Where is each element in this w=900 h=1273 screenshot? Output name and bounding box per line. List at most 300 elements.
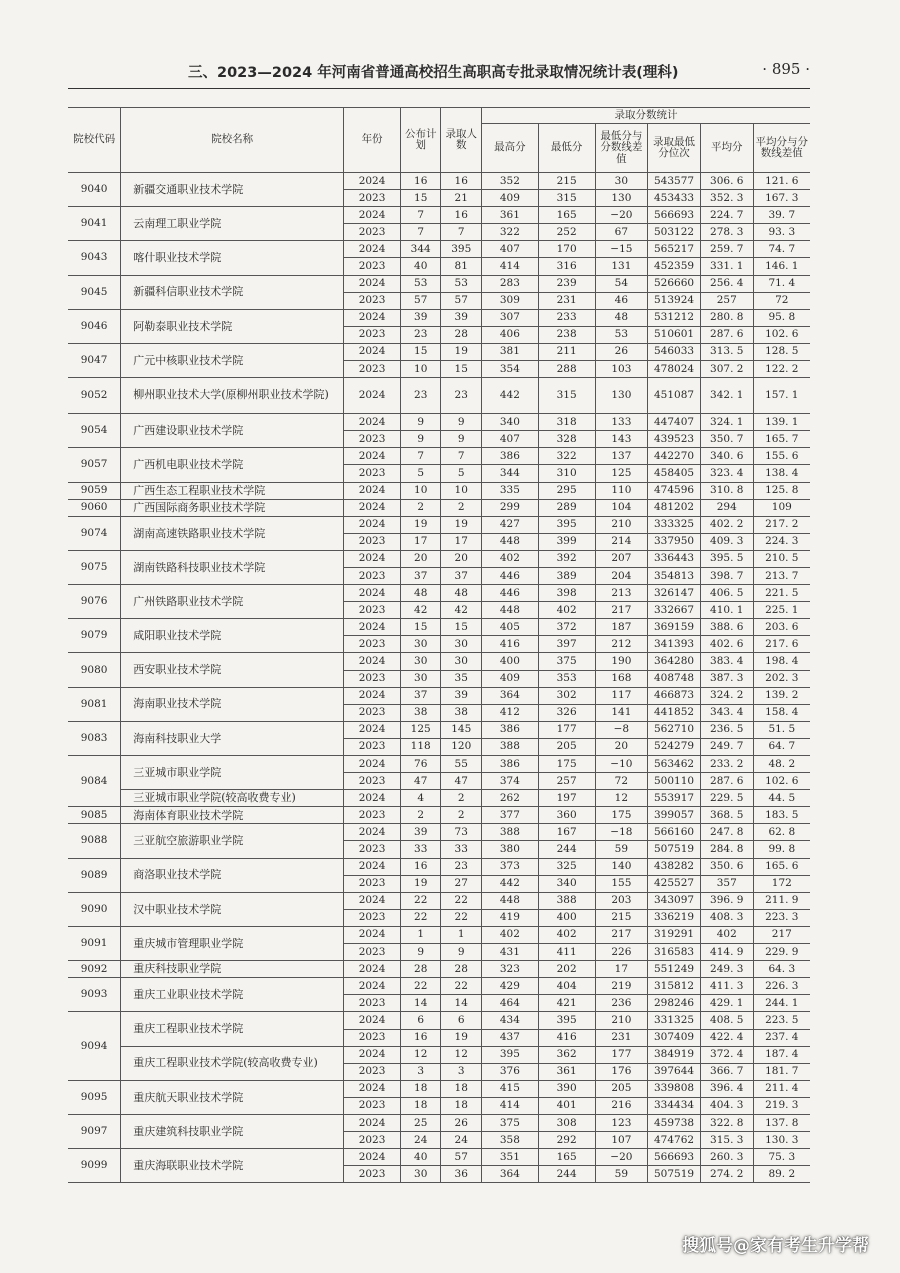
year-cell: 2024 bbox=[344, 858, 401, 875]
table-row bbox=[68, 824, 810, 841]
plan-cell: 76 bbox=[400, 756, 441, 773]
min-diff-cell: 204 bbox=[595, 567, 648, 584]
max-score-cell: 448 bbox=[482, 602, 539, 619]
min-diff-cell: 205 bbox=[595, 1080, 648, 1097]
min-diff-cell: 219 bbox=[595, 978, 648, 995]
year-cell: 2024 bbox=[344, 414, 401, 431]
min-diff-cell: 212 bbox=[595, 636, 648, 653]
avg-score-cell: 368. 5 bbox=[700, 807, 753, 824]
school-name: 重庆科技职业学院 bbox=[121, 961, 344, 978]
avg-diff-cell: 229. 9 bbox=[753, 944, 810, 961]
admitted-cell: 9 bbox=[441, 431, 482, 448]
max-score-cell: 386 bbox=[482, 721, 539, 738]
avg-diff-cell: 121. 6 bbox=[753, 173, 810, 190]
school-code: 9079 bbox=[68, 619, 121, 653]
admitted-cell: 3 bbox=[441, 1063, 482, 1080]
max-score-cell: 406 bbox=[482, 326, 539, 343]
avg-score-cell: 404. 3 bbox=[700, 1097, 753, 1114]
min-rank-cell: 524279 bbox=[648, 738, 701, 755]
admitted-cell: 9 bbox=[441, 414, 482, 431]
min-diff-cell: 236 bbox=[595, 995, 648, 1012]
school-code: 9057 bbox=[68, 448, 121, 482]
avg-diff-cell: 125. 8 bbox=[753, 482, 810, 499]
school-name: 湖南铁路科技职业技术学院 bbox=[121, 550, 344, 584]
avg-score-cell: 350. 6 bbox=[700, 858, 753, 875]
min-rank-cell: 425527 bbox=[648, 875, 701, 892]
plan-cell: 47 bbox=[400, 773, 441, 790]
plan-cell: 20 bbox=[400, 550, 441, 567]
avg-diff-cell: 183. 5 bbox=[753, 807, 810, 824]
min-score-cell: 175 bbox=[538, 756, 595, 773]
min-score-cell: 289 bbox=[538, 499, 595, 516]
max-score-cell: 400 bbox=[482, 653, 539, 670]
school-code: 9059 bbox=[68, 482, 121, 499]
year-cell: 2024 bbox=[344, 482, 401, 499]
avg-score-cell: 306. 6 bbox=[700, 173, 753, 190]
avg-diff-cell: 99. 8 bbox=[753, 841, 810, 858]
avg-diff-cell: 181. 7 bbox=[753, 1063, 810, 1080]
avg-diff-cell: 226. 3 bbox=[753, 978, 810, 995]
plan-cell: 30 bbox=[400, 636, 441, 653]
min-score-cell: 395 bbox=[538, 1012, 595, 1029]
school-code: 9091 bbox=[68, 926, 121, 960]
max-score-cell: 431 bbox=[482, 944, 539, 961]
year-cell: 2023 bbox=[344, 875, 401, 892]
year-cell: 2024 bbox=[344, 721, 401, 738]
school-code: 9094 bbox=[68, 1012, 121, 1080]
avg-score-cell: 284. 8 bbox=[700, 841, 753, 858]
avg-score-cell: 256. 4 bbox=[700, 275, 753, 292]
plan-cell: 33 bbox=[400, 841, 441, 858]
admitted-cell: 120 bbox=[441, 738, 482, 755]
min-rank-cell: 339808 bbox=[648, 1080, 701, 1097]
year-cell: 2024 bbox=[344, 1012, 401, 1029]
max-score-cell: 388 bbox=[482, 738, 539, 755]
plan-cell: 40 bbox=[400, 1149, 441, 1166]
min-diff-cell: 46 bbox=[595, 292, 648, 309]
min-rank-cell: 503122 bbox=[648, 224, 701, 241]
min-rank-cell: 447407 bbox=[648, 414, 701, 431]
min-diff-cell: 67 bbox=[595, 224, 648, 241]
max-score-cell: 364 bbox=[482, 687, 539, 704]
plan-cell: 22 bbox=[400, 909, 441, 926]
admitted-cell: 36 bbox=[441, 1166, 482, 1183]
min-diff-cell: 123 bbox=[595, 1114, 648, 1131]
min-diff-cell: 155 bbox=[595, 875, 648, 892]
max-score-cell: 322 bbox=[482, 224, 539, 241]
plan-cell: 12 bbox=[400, 1046, 441, 1063]
admission-table bbox=[68, 107, 810, 1183]
min-diff-cell: 59 bbox=[595, 1166, 648, 1183]
avg-score-cell: 280. 8 bbox=[700, 309, 753, 326]
avg-diff-cell: 223. 3 bbox=[753, 909, 810, 926]
min-score-cell: 361 bbox=[538, 1063, 595, 1080]
min-score-cell: 202 bbox=[538, 961, 595, 978]
school-name: 重庆建筑科技职业学院 bbox=[121, 1114, 344, 1148]
min-score-cell: 308 bbox=[538, 1114, 595, 1131]
min-rank-cell: 562710 bbox=[648, 721, 701, 738]
max-score-cell: 416 bbox=[482, 636, 539, 653]
year-cell: 2023 bbox=[344, 602, 401, 619]
min-score-cell: 318 bbox=[538, 414, 595, 431]
header-min-diff: 最低分与分数线差值 bbox=[595, 124, 648, 173]
admitted-cell: 19 bbox=[441, 1029, 482, 1046]
avg-score-cell: 422. 4 bbox=[700, 1029, 753, 1046]
avg-score-cell: 357 bbox=[700, 875, 753, 892]
avg-diff-cell: 224. 3 bbox=[753, 533, 810, 550]
plan-cell: 19 bbox=[400, 875, 441, 892]
plan-cell: 18 bbox=[400, 1080, 441, 1097]
min-diff-cell: 125 bbox=[595, 465, 648, 482]
plan-cell: 14 bbox=[400, 995, 441, 1012]
admitted-cell: 15 bbox=[441, 361, 482, 378]
min-diff-cell: −10 bbox=[595, 756, 648, 773]
avg-diff-cell: 211. 9 bbox=[753, 892, 810, 909]
plan-cell: 16 bbox=[400, 858, 441, 875]
plan-cell: 7 bbox=[400, 448, 441, 465]
plan-cell: 48 bbox=[400, 585, 441, 602]
table-row bbox=[68, 687, 810, 704]
plan-cell: 17 bbox=[400, 533, 441, 550]
min-diff-cell: −20 bbox=[595, 1149, 648, 1166]
min-rank-cell: 531212 bbox=[648, 309, 701, 326]
avg-diff-cell: 72 bbox=[753, 292, 810, 309]
avg-score-cell: 322. 8 bbox=[700, 1114, 753, 1131]
avg-diff-cell: 187. 4 bbox=[753, 1046, 810, 1063]
school-name: 湖南高速铁路职业技术学院 bbox=[121, 516, 344, 550]
avg-diff-cell: 157. 1 bbox=[753, 378, 810, 414]
school-code: 9041 bbox=[68, 207, 121, 241]
min-diff-cell: −15 bbox=[595, 241, 648, 258]
plan-cell: 9 bbox=[400, 944, 441, 961]
min-rank-cell: 500110 bbox=[648, 773, 701, 790]
min-score-cell: 315 bbox=[538, 378, 595, 414]
min-score-cell: 421 bbox=[538, 995, 595, 1012]
max-score-cell: 395 bbox=[482, 1046, 539, 1063]
table-row bbox=[68, 207, 810, 224]
min-rank-cell: 553917 bbox=[648, 790, 701, 807]
avg-diff-cell: 203. 6 bbox=[753, 619, 810, 636]
header-min: 最低分 bbox=[538, 124, 595, 173]
avg-diff-cell: 51. 5 bbox=[753, 721, 810, 738]
min-rank-cell: 364280 bbox=[648, 653, 701, 670]
school-name: 广西生态工程职业技术学院 bbox=[121, 482, 344, 499]
admitted-cell: 6 bbox=[441, 1012, 482, 1029]
admitted-cell: 53 bbox=[441, 275, 482, 292]
year-cell: 2024 bbox=[344, 892, 401, 909]
plan-cell: 15 bbox=[400, 343, 441, 360]
avg-score-cell: 294 bbox=[700, 499, 753, 516]
header-plan: 公布计划 bbox=[400, 108, 441, 173]
avg-score-cell: 408. 5 bbox=[700, 1012, 753, 1029]
max-score-cell: 437 bbox=[482, 1029, 539, 1046]
avg-diff-cell: 139. 1 bbox=[753, 414, 810, 431]
school-name: 喀什职业技术学院 bbox=[121, 241, 344, 275]
admitted-cell: 19 bbox=[441, 516, 482, 533]
year-cell: 2024 bbox=[344, 275, 401, 292]
avg-diff-cell: 48. 2 bbox=[753, 756, 810, 773]
table-row bbox=[68, 721, 810, 738]
avg-score-cell: 429. 1 bbox=[700, 995, 753, 1012]
school-code: 9076 bbox=[68, 585, 121, 619]
table-row bbox=[68, 653, 810, 670]
avg-score-cell: 352. 3 bbox=[700, 190, 753, 207]
min-diff-cell: 130 bbox=[595, 378, 648, 414]
watermark: 搜狐号@家有考生升学帮 bbox=[682, 1236, 869, 1256]
avg-score-cell: 278. 3 bbox=[700, 224, 753, 241]
min-score-cell: 353 bbox=[538, 670, 595, 687]
admitted-cell: 24 bbox=[441, 1132, 482, 1149]
table-row bbox=[68, 343, 810, 360]
year-cell: 2023 bbox=[344, 944, 401, 961]
school-name: 海南体育职业技术学院 bbox=[121, 807, 344, 824]
min-rank-cell: 319291 bbox=[648, 926, 701, 943]
min-diff-cell: 214 bbox=[595, 533, 648, 550]
school-name: 重庆工业职业技术学院 bbox=[121, 978, 344, 1012]
table-row bbox=[68, 1012, 810, 1029]
year-cell: 2024 bbox=[344, 241, 401, 258]
min-diff-cell: 59 bbox=[595, 841, 648, 858]
plan-cell: 10 bbox=[400, 361, 441, 378]
school-name: 广元中核职业技术学院 bbox=[121, 343, 344, 377]
year-cell: 2024 bbox=[344, 448, 401, 465]
table-row bbox=[68, 790, 810, 807]
plan-cell: 28 bbox=[400, 961, 441, 978]
max-score-cell: 402 bbox=[482, 550, 539, 567]
max-score-cell: 386 bbox=[482, 756, 539, 773]
avg-score-cell: 259. 7 bbox=[700, 241, 753, 258]
admitted-cell: 9 bbox=[441, 944, 482, 961]
year-cell: 2024 bbox=[344, 499, 401, 516]
table-row bbox=[68, 858, 810, 875]
min-diff-cell: 20 bbox=[595, 738, 648, 755]
school-code: 9084 bbox=[68, 756, 121, 807]
min-diff-cell: 216 bbox=[595, 1097, 648, 1114]
table-row bbox=[68, 482, 810, 499]
max-score-cell: 407 bbox=[482, 241, 539, 258]
min-diff-cell: −8 bbox=[595, 721, 648, 738]
min-diff-cell: 141 bbox=[595, 704, 648, 721]
year-cell: 2024 bbox=[344, 550, 401, 567]
min-rank-cell: 466873 bbox=[648, 687, 701, 704]
admitted-cell: 14 bbox=[441, 995, 482, 1012]
avg-score-cell: 324. 1 bbox=[700, 414, 753, 431]
avg-score-cell: 233. 2 bbox=[700, 756, 753, 773]
admitted-cell: 18 bbox=[441, 1097, 482, 1114]
admitted-cell: 81 bbox=[441, 258, 482, 275]
plan-cell: 16 bbox=[400, 1029, 441, 1046]
plan-cell: 24 bbox=[400, 1132, 441, 1149]
school-code: 9080 bbox=[68, 653, 121, 687]
page-title: 三、2023—2024 年河南省普通高校招生高职高专批录取情况统计表(理科) bbox=[188, 65, 679, 81]
min-score-cell: 244 bbox=[538, 1166, 595, 1183]
avg-diff-cell: 237. 4 bbox=[753, 1029, 810, 1046]
table-row bbox=[68, 892, 810, 909]
min-score-cell: 165 bbox=[538, 1149, 595, 1166]
avg-diff-cell: 39. 7 bbox=[753, 207, 810, 224]
admitted-cell: 30 bbox=[441, 653, 482, 670]
avg-diff-cell: 225. 1 bbox=[753, 602, 810, 619]
min-diff-cell: 217 bbox=[595, 926, 648, 943]
min-rank-cell: 399057 bbox=[648, 807, 701, 824]
avg-diff-cell: 93. 3 bbox=[753, 224, 810, 241]
admitted-cell: 42 bbox=[441, 602, 482, 619]
avg-score-cell: 313. 5 bbox=[700, 343, 753, 360]
min-rank-cell: 341393 bbox=[648, 636, 701, 653]
min-score-cell: 252 bbox=[538, 224, 595, 241]
year-cell: 2023 bbox=[344, 292, 401, 309]
year-cell: 2023 bbox=[344, 465, 401, 482]
school-code: 9085 bbox=[68, 807, 121, 824]
avg-diff-cell: 89. 2 bbox=[753, 1166, 810, 1183]
max-score-cell: 388 bbox=[482, 824, 539, 841]
year-cell: 2024 bbox=[344, 653, 401, 670]
admitted-cell: 17 bbox=[441, 533, 482, 550]
min-rank-cell: 451087 bbox=[648, 378, 701, 414]
year-cell: 2023 bbox=[344, 670, 401, 687]
school-name: 咸阳职业技术学院 bbox=[121, 619, 344, 653]
header-max: 最高分 bbox=[482, 124, 539, 173]
admitted-cell: 2 bbox=[441, 807, 482, 824]
max-score-cell: 448 bbox=[482, 533, 539, 550]
max-score-cell: 358 bbox=[482, 1132, 539, 1149]
year-cell: 2023 bbox=[344, 190, 401, 207]
max-score-cell: 442 bbox=[482, 378, 539, 414]
school-code: 9046 bbox=[68, 309, 121, 343]
min-diff-cell: 117 bbox=[595, 687, 648, 704]
year-cell: 2024 bbox=[344, 790, 401, 807]
min-score-cell: 244 bbox=[538, 841, 595, 858]
min-diff-cell: 203 bbox=[595, 892, 648, 909]
table-row bbox=[68, 807, 810, 824]
year-cell: 2024 bbox=[344, 961, 401, 978]
table-row bbox=[68, 173, 810, 190]
min-rank-cell: 546033 bbox=[648, 343, 701, 360]
avg-diff-cell: 210. 5 bbox=[753, 550, 810, 567]
max-score-cell: 409 bbox=[482, 670, 539, 687]
school-name: 西安职业技术学院 bbox=[121, 653, 344, 687]
min-score-cell: 375 bbox=[538, 653, 595, 670]
avg-diff-cell: 137. 8 bbox=[753, 1114, 810, 1131]
school-code: 9090 bbox=[68, 892, 121, 926]
min-diff-cell: 140 bbox=[595, 858, 648, 875]
max-score-cell: 448 bbox=[482, 892, 539, 909]
school-name: 广西国际商务职业技术学院 bbox=[121, 499, 344, 516]
min-score-cell: 416 bbox=[538, 1029, 595, 1046]
avg-score-cell: 414. 9 bbox=[700, 944, 753, 961]
min-rank-cell: 510601 bbox=[648, 326, 701, 343]
admitted-cell: 57 bbox=[441, 292, 482, 309]
avg-score-cell: 287. 6 bbox=[700, 326, 753, 343]
admitted-cell: 55 bbox=[441, 756, 482, 773]
table-row bbox=[68, 978, 810, 995]
min-score-cell: 399 bbox=[538, 533, 595, 550]
avg-score-cell: 402 bbox=[700, 926, 753, 943]
avg-diff-cell: 139. 2 bbox=[753, 687, 810, 704]
school-name: 新疆交通职业技术学院 bbox=[121, 173, 344, 207]
min-rank-cell: 452359 bbox=[648, 258, 701, 275]
school-name: 商洛职业技术学院 bbox=[121, 858, 344, 892]
min-score-cell: 233 bbox=[538, 309, 595, 326]
min-diff-cell: 190 bbox=[595, 653, 648, 670]
page-header bbox=[68, 56, 810, 89]
admitted-cell: 2 bbox=[441, 790, 482, 807]
min-score-cell: 257 bbox=[538, 773, 595, 790]
table-row bbox=[68, 275, 810, 292]
plan-cell: 30 bbox=[400, 670, 441, 687]
min-diff-cell: 210 bbox=[595, 1012, 648, 1029]
min-score-cell: 397 bbox=[538, 636, 595, 653]
admitted-cell: 395 bbox=[441, 241, 482, 258]
admitted-cell: 10 bbox=[441, 482, 482, 499]
avg-score-cell: 387. 3 bbox=[700, 670, 753, 687]
max-score-cell: 354 bbox=[482, 361, 539, 378]
min-rank-cell: 474762 bbox=[648, 1132, 701, 1149]
avg-score-cell: 340. 6 bbox=[700, 448, 753, 465]
min-rank-cell: 563462 bbox=[648, 756, 701, 773]
plan-cell: 18 bbox=[400, 1097, 441, 1114]
min-rank-cell: 566160 bbox=[648, 824, 701, 841]
header-avg: 平均分 bbox=[700, 124, 753, 173]
year-cell: 2023 bbox=[344, 1029, 401, 1046]
school-code: 9095 bbox=[68, 1080, 121, 1114]
avg-score-cell: 331. 1 bbox=[700, 258, 753, 275]
max-score-cell: 344 bbox=[482, 465, 539, 482]
min-score-cell: 211 bbox=[538, 343, 595, 360]
avg-diff-cell: 223. 5 bbox=[753, 1012, 810, 1029]
admitted-cell: 16 bbox=[441, 207, 482, 224]
year-cell: 2023 bbox=[344, 1097, 401, 1114]
min-rank-cell: 565217 bbox=[648, 241, 701, 258]
admitted-cell: 35 bbox=[441, 670, 482, 687]
max-score-cell: 446 bbox=[482, 585, 539, 602]
min-score-cell: 310 bbox=[538, 465, 595, 482]
table-row bbox=[68, 414, 810, 431]
min-rank-cell: 369159 bbox=[648, 619, 701, 636]
year-cell: 2024 bbox=[344, 1114, 401, 1131]
min-score-cell: 398 bbox=[538, 585, 595, 602]
min-score-cell: 389 bbox=[538, 567, 595, 584]
school-code: 9075 bbox=[68, 550, 121, 584]
year-cell: 2024 bbox=[344, 824, 401, 841]
school-name: 重庆航天职业技术学院 bbox=[121, 1080, 344, 1114]
admitted-cell: 1 bbox=[441, 926, 482, 943]
plan-cell: 4 bbox=[400, 790, 441, 807]
year-cell: 2023 bbox=[344, 431, 401, 448]
avg-score-cell: 406. 5 bbox=[700, 585, 753, 602]
school-name: 阿勒泰职业技术学院 bbox=[121, 309, 344, 343]
year-cell: 2023 bbox=[344, 909, 401, 926]
header-min-rank: 录取最低分位次 bbox=[648, 124, 701, 173]
max-score-cell: 427 bbox=[482, 516, 539, 533]
min-score-cell: 360 bbox=[538, 807, 595, 824]
min-diff-cell: 72 bbox=[595, 773, 648, 790]
admitted-cell: 39 bbox=[441, 309, 482, 326]
admitted-cell: 22 bbox=[441, 978, 482, 995]
admitted-cell: 22 bbox=[441, 909, 482, 926]
plan-cell: 30 bbox=[400, 1166, 441, 1183]
min-score-cell: 170 bbox=[538, 241, 595, 258]
avg-score-cell: 249. 7 bbox=[700, 738, 753, 755]
avg-score-cell: 396. 9 bbox=[700, 892, 753, 909]
school-code: 9040 bbox=[68, 173, 121, 207]
avg-score-cell: 366. 7 bbox=[700, 1063, 753, 1080]
min-diff-cell: 103 bbox=[595, 361, 648, 378]
avg-diff-cell: 219. 3 bbox=[753, 1097, 810, 1114]
min-diff-cell: 187 bbox=[595, 619, 648, 636]
max-score-cell: 446 bbox=[482, 567, 539, 584]
avg-diff-cell: 198. 4 bbox=[753, 653, 810, 670]
